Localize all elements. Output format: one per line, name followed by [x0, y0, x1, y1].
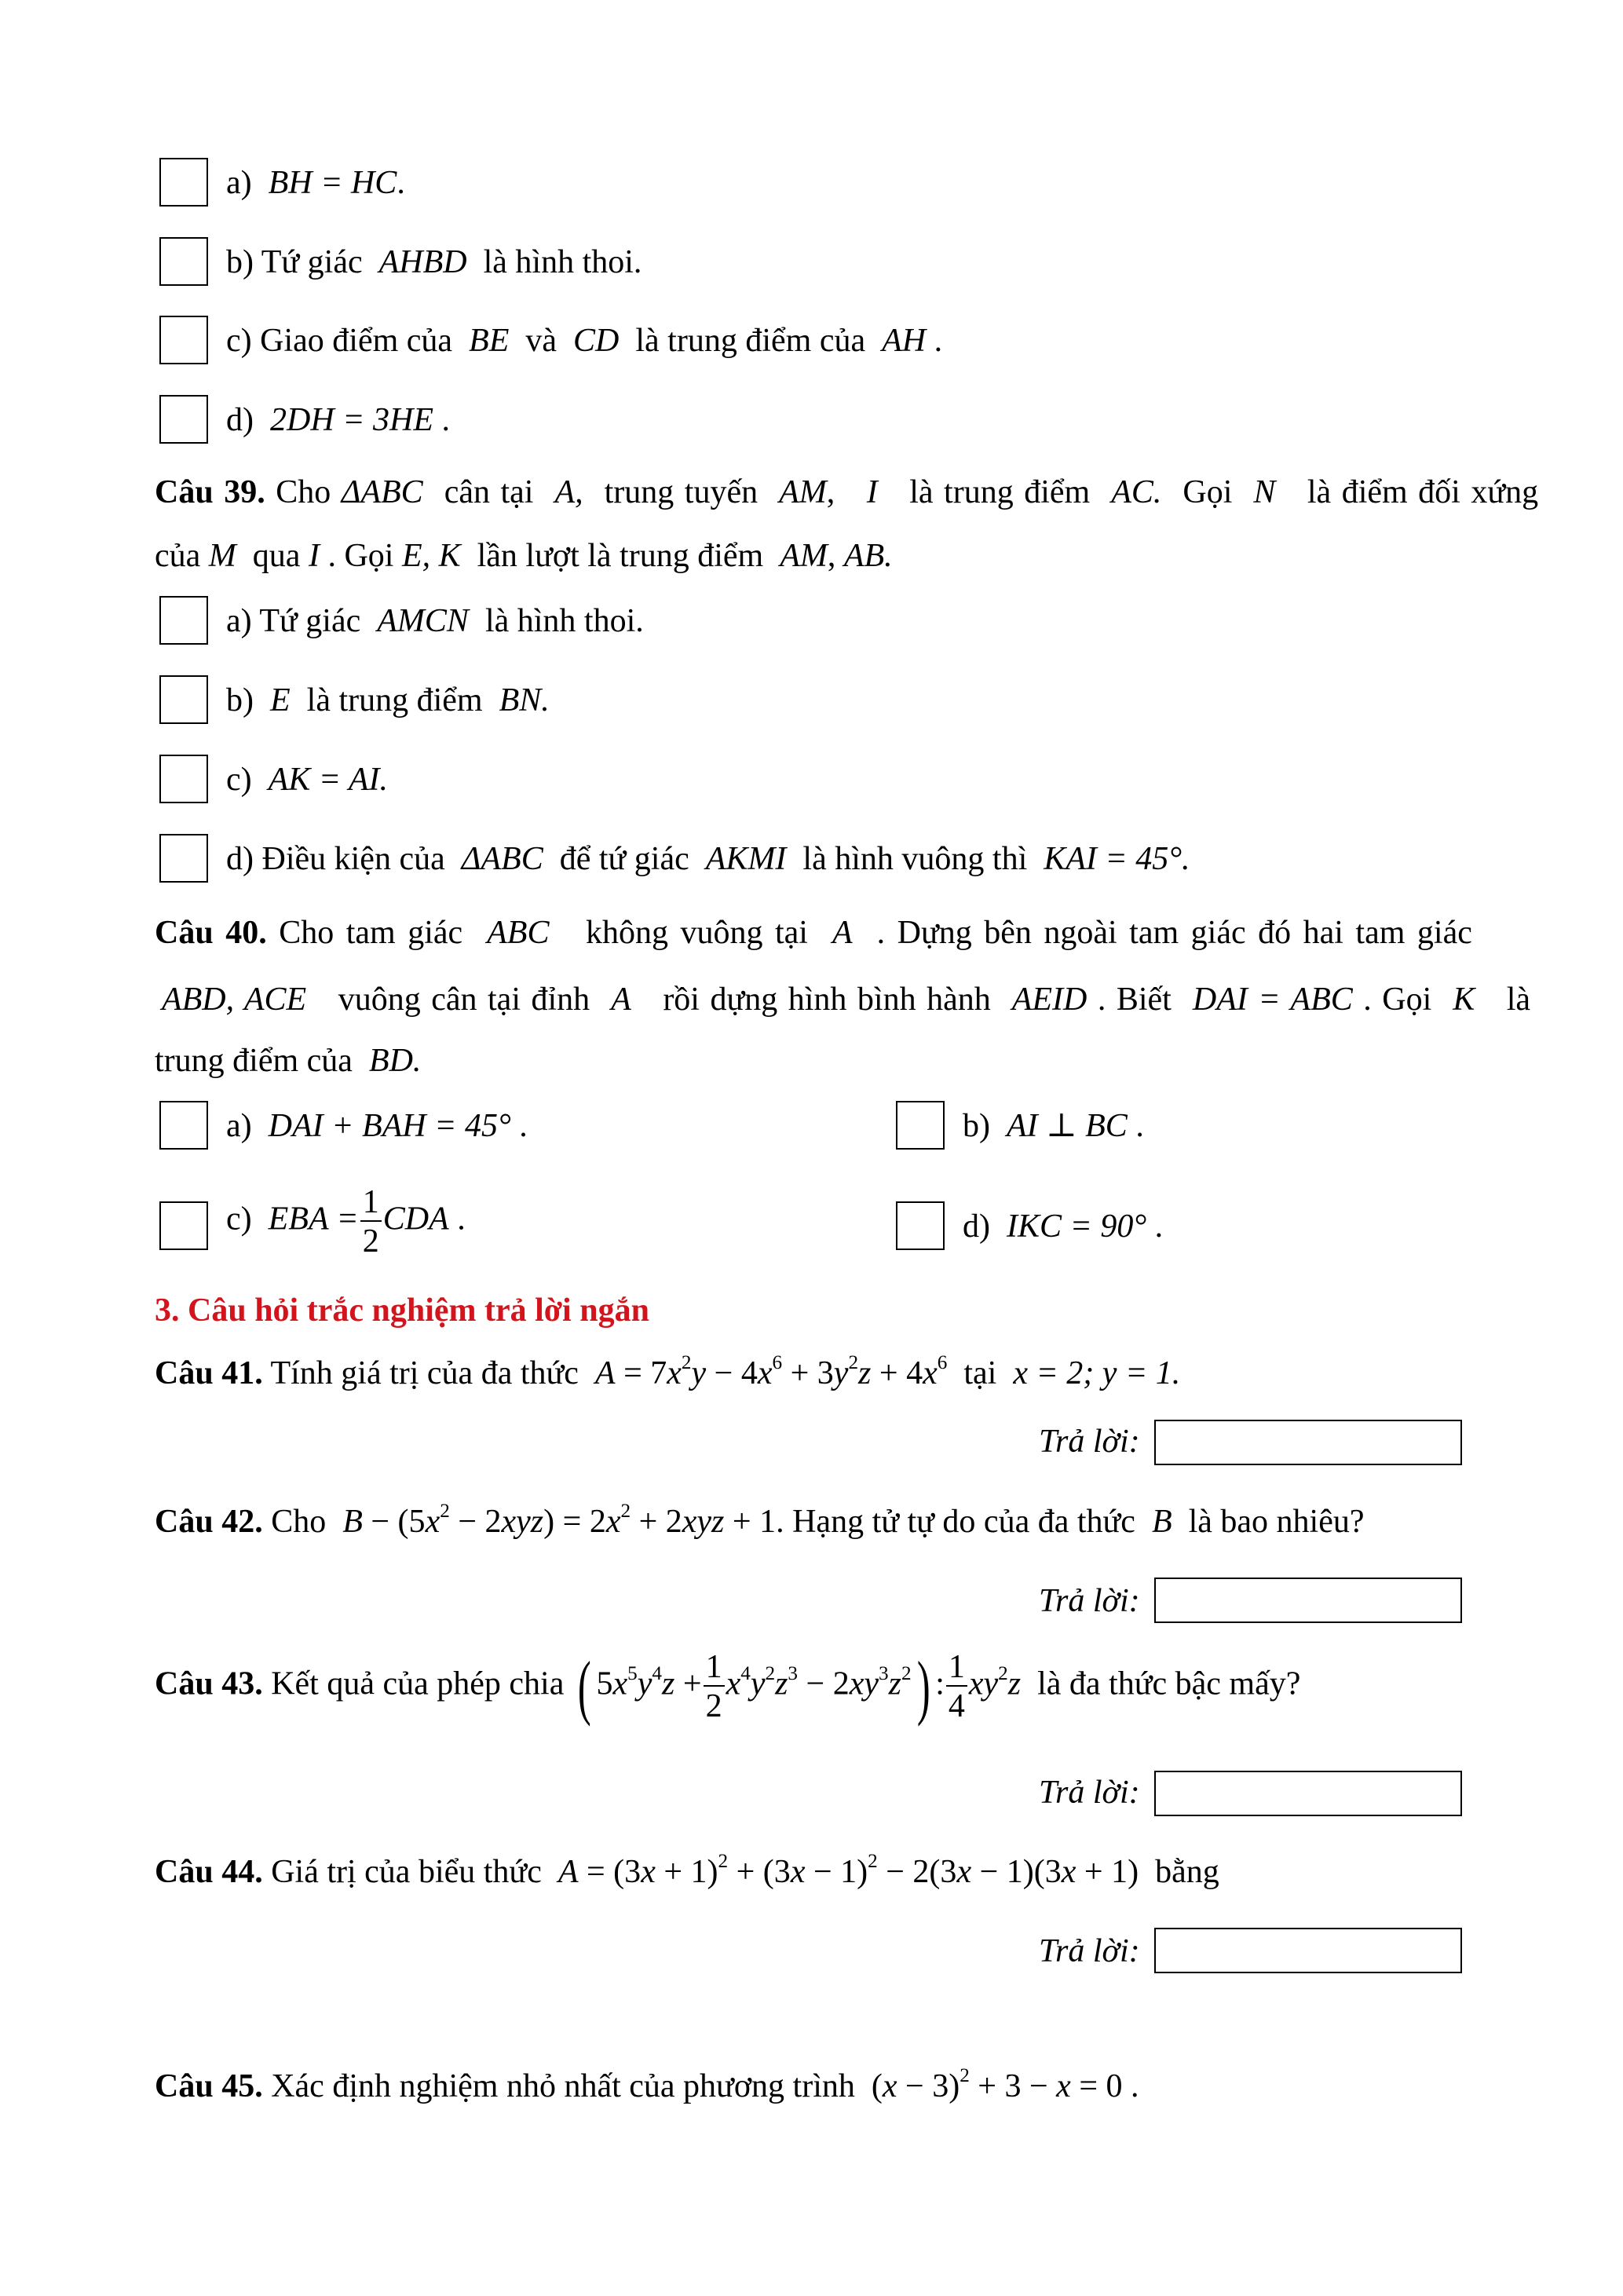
q39-line1: Câu 39. Cho ΔABC cân tại A, trung tuyến AM, I là trung điểm AC. Gọi N là điểm đối xứng [155, 474, 1539, 510]
q40-line1: Câu 40. Cho tam giác ABC không vuông tại A . Dựng bên ngoài tam giác đó hai tam giác [155, 915, 1472, 951]
q43-text: Câu 43. Kết quả của phép chia ( $5x^5y^4z$ + $\frac{1}{2}$ $x^4y^2z^3 - 2xy^3z^2$) : $\frac{1}{4}$ $xy^2z$ là đa thức bậc mấy? [155, 1647, 1301, 1727]
q38-option-b-checkbox[interactable] [159, 237, 208, 286]
q40-option-d-checkbox[interactable] [896, 1201, 945, 1250]
q40-number: Câu 40. [155, 915, 267, 951]
q45-text: Câu 45. Xác định nghiệm nhỏ nhất của phương trình $(x - 3)^2 + 3 - x = 0$ . [155, 2065, 1139, 2104]
q40-option-b-checkbox[interactable] [896, 1101, 945, 1150]
q42-answer-label: Trả lời: [1039, 1583, 1140, 1619]
q42-text: Câu 42. Cho $B - (5x^2 - 2xyz) = 2x^2 + 2xyz + 1$. Hạng tử tự do của đa thức B là bao nhiêu? [155, 1501, 1365, 1540]
q40-line2: ABD, ACE vuông cân tại đỉnh A rồi dựng hình bình hành AEID . Biết DAI = ABC . Gọi K là [162, 982, 1531, 1018]
q40-option-a: a) DAI + BAH = 45° . [226, 1108, 528, 1144]
q40-option-a-checkbox[interactable] [159, 1101, 208, 1150]
q42-answer-input[interactable] [1154, 1578, 1462, 1623]
q39-option-b-checkbox[interactable] [159, 675, 208, 724]
q43-answer-input[interactable] [1154, 1771, 1462, 1816]
q39-option-c: c) AK = AI. [226, 762, 389, 798]
section-heading: 3. Câu hỏi trắc nghiệm trả lời ngắn [155, 1292, 649, 1329]
q39-option-d: d) Điều kiện của ΔABC để tứ giác AKMI là hình vuông thì KAI = 45°. [226, 841, 1190, 877]
q40-option-b: b) AI ⊥ BC . [963, 1108, 1144, 1144]
q40-line3: trung điểm của BD. [155, 1043, 422, 1079]
q39-number: Câu 39. [155, 474, 265, 510]
q38-option-c: c) Giao điểm của BE và CD là trung điểm của AH . [226, 323, 943, 359]
q39-option-b: b) E là trung điểm BN. [226, 682, 550, 718]
q38-option-b: b) Tứ giác AHBD là hình thoi. [226, 244, 642, 280]
q39-option-a: a) Tứ giác AMCN là hình thoi. [226, 603, 644, 639]
q38-option-c-checkbox[interactable] [159, 316, 208, 364]
q38-option-a: a) BH = HC. [226, 165, 405, 201]
q39-option-a-checkbox[interactable] [159, 596, 208, 645]
q44-text: Câu 44. Giá trị của biểu thức $A = (3x + 1)^2 + (3x - 1)^2 - 2(3x - 1)(3x + 1)$ bằng [155, 1851, 1219, 1890]
q39-option-d-checkbox[interactable] [159, 834, 208, 883]
q44-answer-input[interactable] [1154, 1928, 1462, 1973]
q44-answer-label: Trả lời: [1039, 1933, 1140, 1969]
q41-answer-input[interactable] [1154, 1420, 1462, 1465]
q39-option-c-checkbox[interactable] [159, 755, 208, 803]
q38-option-d-checkbox[interactable] [159, 395, 208, 444]
q40-option-d: d) IKC = 90° . [963, 1208, 1164, 1245]
q38-option-a-checkbox[interactable] [159, 158, 208, 207]
q40-option-c: c) EBA = $\frac{1}{2}$ CDA . [226, 1184, 466, 1260]
q41-answer-label: Trả lời: [1039, 1424, 1140, 1460]
q41-text: Câu 41. Tính giá trị của đa thức $A = 7x^2y - 4x^6 + 3y^2z + 4x^6$ tại x = 2; y = 1. [155, 1352, 1181, 1391]
q43-answer-label: Trả lời: [1039, 1775, 1140, 1811]
q40-option-c-checkbox[interactable] [159, 1201, 208, 1250]
q38-option-d: d) 2DH = 3HE . [226, 402, 450, 438]
q39-line2: của M qua I . Gọi E, K lần lượt là trung điểm AM, AB. [155, 538, 893, 574]
